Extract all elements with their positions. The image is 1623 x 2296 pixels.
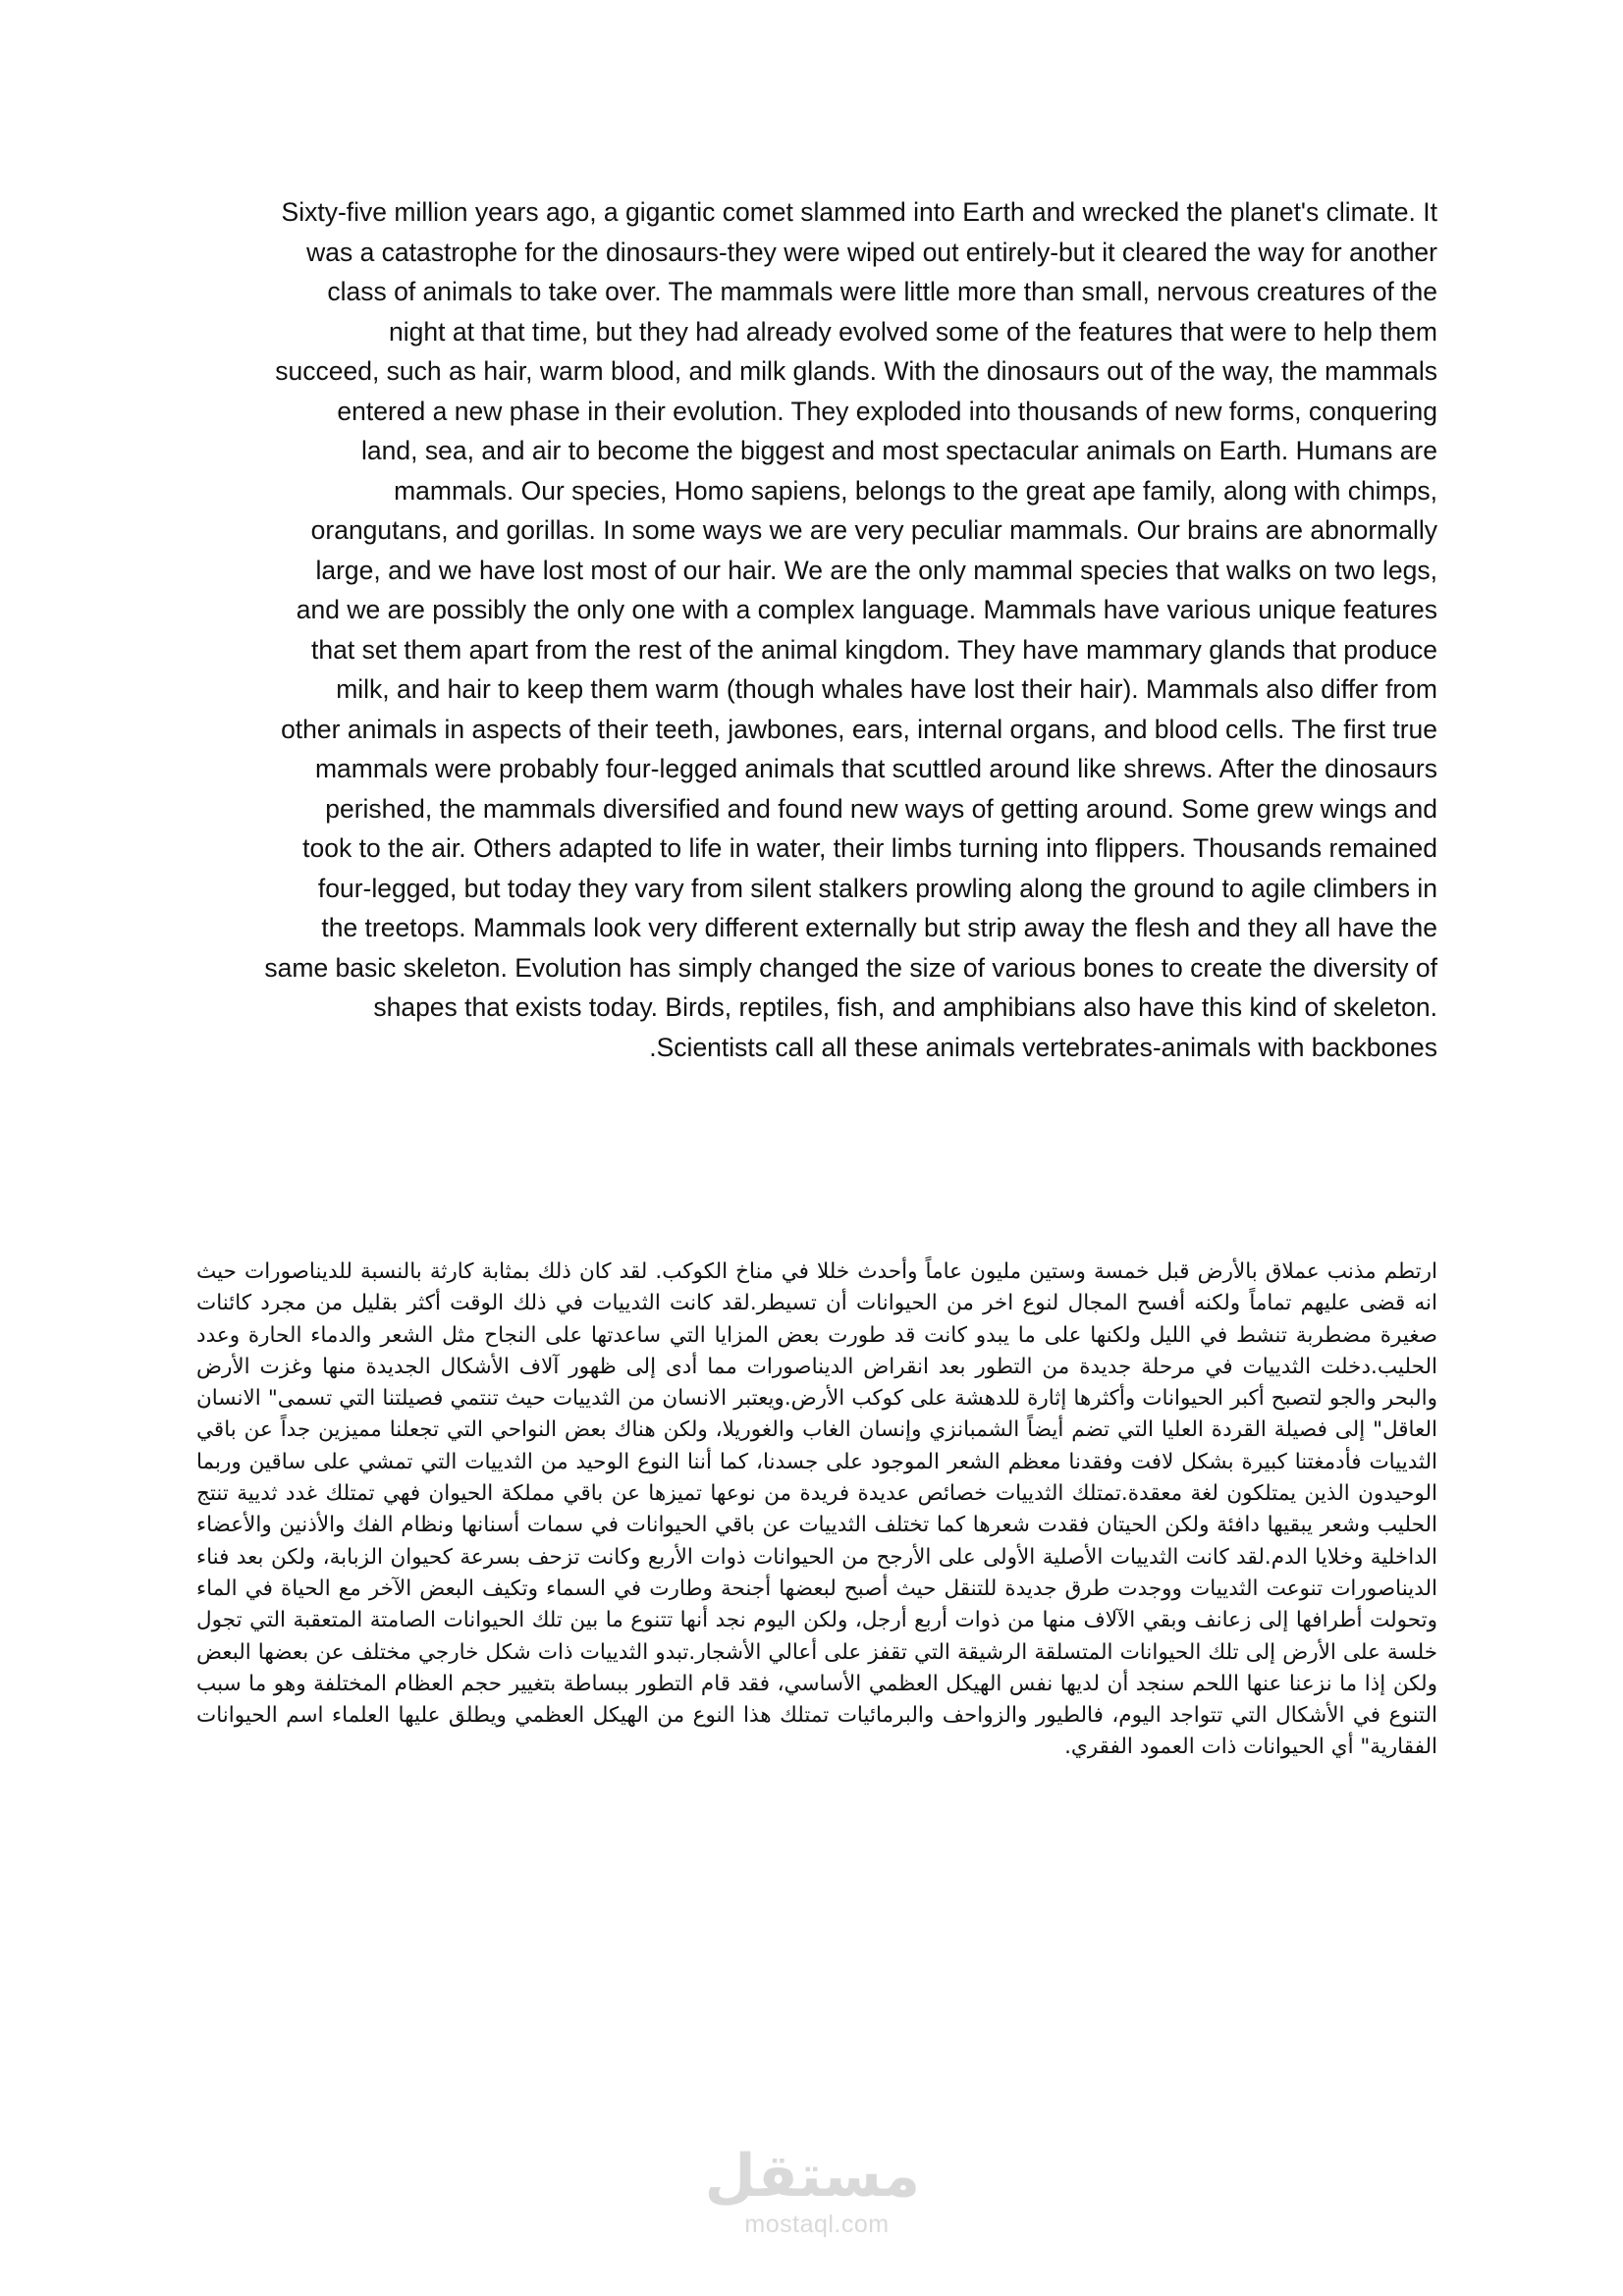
english-line: night at that time, but they had already evolved some of the features that were to help them [389,316,1437,347]
english-paragraph [196,192,1437,1067]
arabic-paragraph: ارتطم مذنب عملاق بالأرض قبل خمسة وستين مليون عاماً وأحدث خللا في مناخ الكوكب. لقد كان ذلك بمثابة كارثة بالنسبة للديناصورات حيث انه قضى عليهم تماماً ولكنه أفسح المجال لنوع اخر من الحيوانات أن تسيطر.لقد كانت الثدييات في ذلك الوقت أكثر بقليل من مجرد كائنات صغيرة مضطربة تنشط في الليل ولكنها على ما يبدو كانت قد طورت بعض المزايا التي ساعدتها على النجاح مثل الشعر والدماء الحارة وعدد الحليب.دخلت الثدييات في مرحلة جديدة من التطور بعد انقراض الديناصورات مما أدى إلى ظهور آلاف الأشكال الجديدة منها وغزت الأرض والبحر والجو لتصبح أكبر الحيوانات وأكثرها إثارة للدهشة على كوكب الأرض.ويعتبر الانسان من الثدييات حيث تنتمي فصيلتنا التي تسمى" الانسان العاقل" إلى فصيلة القردة العليا التي تضم أيضاً الشمبانزي وإنسان الغاب والغوريلا، ولكن هناك بعض النواحي التي تجعلنا مميزين جداً عن باقي الثدييات فأدمغتنا كبيرة بشكل لافت وفقدنا معظم الشعر الموجود على جسدنا، كما أننا النوع الوحيد من الثدييات التي تمشي على ساقين وربما الوحيدون الذين يمتلكون لغة معقدة.تمتلك الثدييات خصائص عديدة فريدة من نوعها تميزها عن باقي مملكة الحيوان فهي تمتلك غدد ثديية تنتج الحليب وشعر يبقيها دافئة ولكن الحيتان فقدت شعرها كما تختلف الثدييات عن باقي الحيوانات في سمات أسنانها ونظام الفك والأذنين والأعضاء الداخلية وخلايا الدم.لقد كانت الثدييات الأصلية الأولى على الأرجح من الحيوانات ذوات الأربع وكانت تزحف بسرعة كحيوان الزبابة، ولكن بعد فناء الديناصورات تنوعت الثدييات ووجدت طرق جديدة للتنقل حيث أصبح لبعضها أجنحة وطارت في السماء وتكيف البعض الآخر مع الحياة في الماء وتحولت أطرافها إلى زعانف وبقي الآلاف منها من ذوات أربع أرجل، ولكن اليوم نجد أنها تتنوع ما بين تلك الحيوانات الصامتة المتعقبة التي تجول خلسة على الأرض إلى تلك الحيوانات المتسلقة الرشيقة التي تقفز على أعالي الأشجار.تبدو الثدييات ذات شكل خارجي مختلف عن بعضها البعض ولكن إذا ما نزعنا عنها اللحم سنجد أن لديها نفس الهيكل العظمي الأساسي، فقد قام التطور ببساطة بتغيير حجم العظام المختلفة وهو ما سبب التنوع في الأشكال التي تتواجد اليوم، فالطيور والزواحف والبرمائيات تمتلك هذا النوع من الهيكل العظمي ويطلق عليها العلماء اسم الحيوانات الفقارية" أي الحيوانات ذات العمود الفقري. [196,1259,1437,1760]
english-line: orangutans, and gorillas. In some ways we are very peculiar mammals. Our brains are abnormally [310,515,1437,545]
english-line: Sixty-five million years ago, a gigantic comet slammed into Earth and wrecked the planet's climate. It [281,197,1437,227]
english-line: that set them apart from the rest of the animal kingdom. They have mammary glands that produce [311,634,1437,665]
english-line: succeed, such as hair, warm blood, and milk glands. With the dinosaurs out of the way, the mammals [275,356,1437,386]
english-line: large, and we have lost most of our hair. We are the only mammal species that walks on two legs, [315,555,1437,585]
english-line: perished, the mammals diversified and found new ways of getting around. Some grew wings and [325,793,1437,824]
english-line: and we are possibly the only one with a complex language. Mammals have various unique features [296,595,1437,624]
watermark-latin-text: mostaql.com [744,2211,890,2238]
watermark-arabic-logo: مستقل [704,2142,920,2211]
english-line: same basic skeleton. Evolution has simply changed the size of various bones to create the diversity of [264,952,1437,983]
english-line: entered a new phase in their evolution. They exploded into thousands of new forms, conquering [337,396,1437,426]
english-line: .Scientists call all these animals vertebrates-animals with backbones [649,1032,1437,1062]
english-line: land, sea, and air to become the biggest and most spectacular animals on Earth. Humans are [361,436,1437,465]
english-line: was a catastrophe for the dinosaurs-they were wiped out entirely-but it cleared the way for another [306,237,1437,267]
english-line: class of animals to take over. The mammals were little more than small, nervous creatures of the [327,277,1437,306]
english-line: mammals were probably four-legged animals that scuttled around like shrews. After the dinosaurs [314,754,1437,783]
english-line: other animals in aspects of their teeth, jawbones, ears, internal organs, and blood cells. The first true [281,714,1437,744]
english-line: took to the air. Others adapted to life in water, their limbs turning into flippers. Thousands remained [302,833,1437,863]
english-line: the treetops. Mammals look very different externally but strip away the flesh and they all have the [321,913,1437,942]
english-line: four-legged, but today they vary from silent stalkers prowling along the ground to agile climbers in [317,873,1437,903]
mostaql-watermark [704,2142,920,2238]
english-line: milk, and hair to keep them warm (though whales have lost their hair). Mammals also differ from [336,674,1437,704]
english-line: shapes that exists today. Birds, reptiles, fish, and amphibians also have this kind of skeleton. [373,992,1437,1022]
english-line: mammals. Our species, Homo sapiens, belongs to the great ape family, along with chimps, [394,475,1437,506]
